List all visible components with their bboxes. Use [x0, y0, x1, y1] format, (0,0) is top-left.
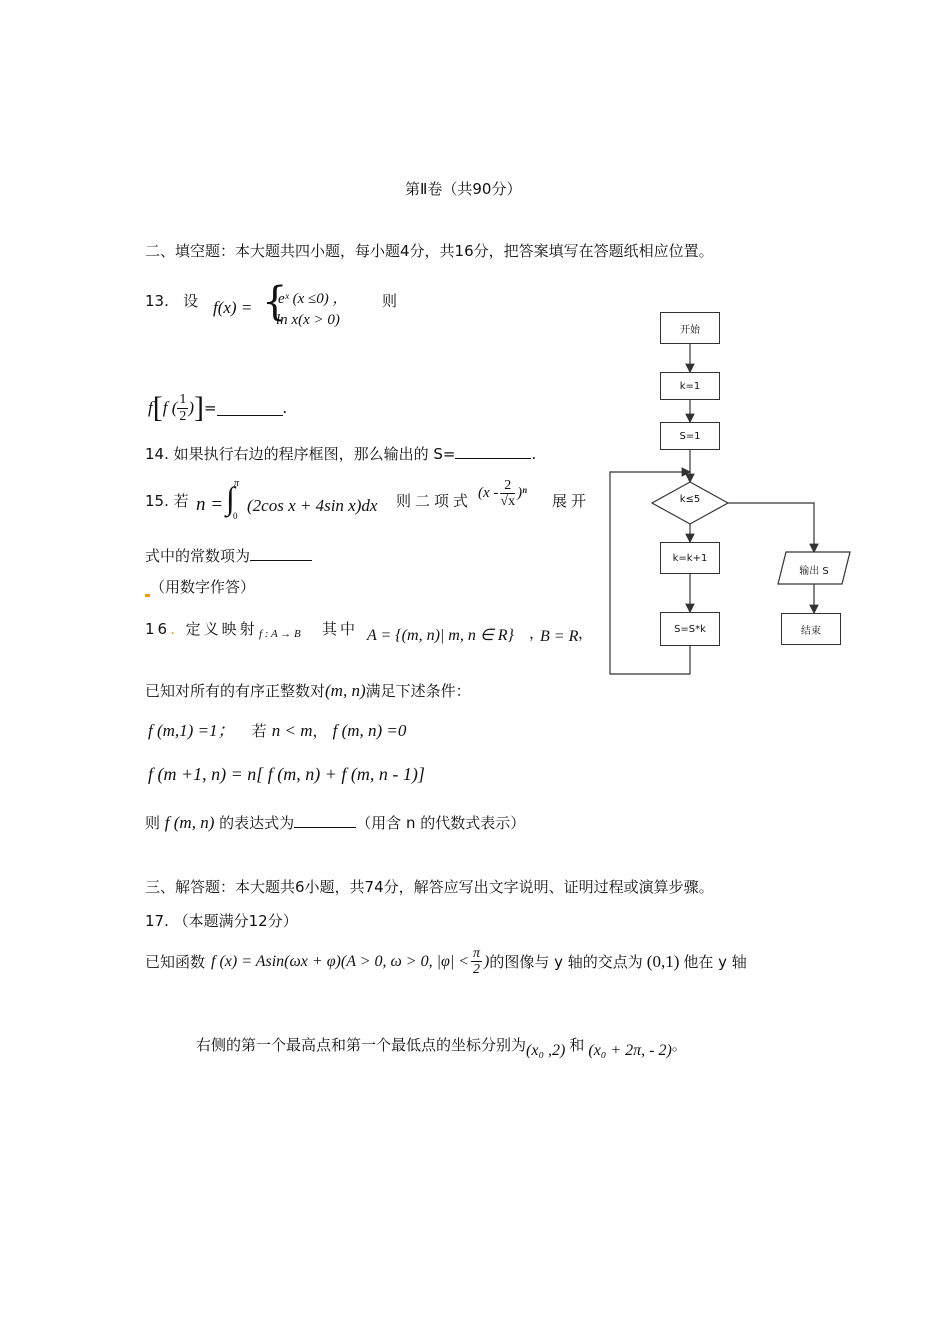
q13-answer-blank	[217, 401, 283, 416]
part3-heading: 三、解答题：本大题共6小题，共74分，解答应写出文字说明、证明过程或演算步骤。	[145, 878, 714, 896]
q13-case2: ln x(x > 0)	[276, 312, 340, 328]
q15-integrand: (2cos x + 4sin x)dx	[247, 496, 378, 515]
q16-line2: 已知对所有的有序正整数对(m, n)满足下述条件：	[145, 681, 471, 700]
q16-recurrence: f (m +1, n) = n[ f (m, n) + f (m, n - 1)]	[148, 764, 425, 784]
q13-fx: f(x) =	[213, 298, 253, 317]
q15-n: n =	[196, 494, 224, 515]
q16-line5: 则 f (m, n) 的表达式为 （用含 n 的代数式表示）	[145, 813, 526, 832]
flowchart-output: 输出 S	[799, 566, 829, 577]
q13-case1: eˣ (x ≤0) ，	[278, 291, 348, 307]
q16-tail: ，	[578, 624, 594, 642]
q14: 14. 如果执行右边的程序框图，那么输出的 S= .	[145, 445, 537, 463]
q15-lower: 0	[233, 511, 238, 521]
q16-sep: ，	[529, 624, 545, 642]
part2-heading: 二、填空题：本大题共四小题，每小题4分，共16分，把答案填写在答题纸相应位置。	[145, 242, 714, 260]
q16-map: f : A → B	[259, 628, 301, 640]
q13-expression: f [ f ( $\frac{1}{2}$ ) ] = .	[148, 391, 287, 424]
q16-answer-blank	[294, 813, 356, 828]
q15-line2: 式中的常数项为	[145, 545, 312, 566]
q17-line2: 右侧的第一个最高点和第一个最低点的坐标分别为 (x₀ ,2) 和 (x₀ + 2π, - 2) 。	[196, 1036, 687, 1059]
q14-answer-blank	[455, 444, 531, 459]
q17-line1: 已知函数 f (x) = Asin(ωx + φ)(A > 0, ω > 0, |φ| < $\frac{\pi}{2}$ ) 的图像与 y 轴的交点为 (0,1) 他在 y 轴	[145, 946, 747, 978]
flowchart-s-init: S=1	[660, 422, 720, 450]
q15-integral: ∫	[226, 480, 235, 516]
q13-then: 则	[382, 292, 398, 310]
q15-line3: （用数字作答）	[145, 576, 255, 597]
q15-number: 15. 若	[145, 492, 189, 510]
flowchart-s-update: S=S*k	[660, 612, 720, 646]
q16-setB: B = R	[540, 628, 579, 645]
q15-upper: π	[234, 478, 240, 489]
flowchart-k-increment: k=k+1	[660, 542, 720, 574]
q13-number: 13. 设	[145, 292, 199, 310]
flowchart-k-init: k=1	[660, 372, 720, 400]
q16-mid: 其中	[322, 620, 359, 638]
q15-binomial: (x - $\frac{2}{√x}$ )ⁿ	[478, 478, 527, 510]
q17-title: 17. （本题满分12分）	[145, 912, 298, 930]
q13-fraction: $\frac{1}{2}$	[179, 392, 187, 424]
q16-lead: 16. 定义映射	[145, 620, 258, 638]
flowchart-start: 开始	[660, 312, 720, 344]
q13-brace: {	[262, 279, 288, 325]
flowchart-condition: k≤5	[679, 494, 701, 505]
q16-setA: A = {(m, n)| m, n ∈ R}	[367, 627, 514, 644]
flowchart-end: 结束	[781, 613, 841, 645]
q16-conditions: f (m,1) =1； 若 n < m， f (m, n) =0	[148, 721, 407, 740]
q15-answer-blank	[250, 546, 312, 561]
q15-mid: 则二项式	[396, 492, 473, 510]
section-title: 第Ⅱ卷（共90分）	[405, 180, 522, 198]
q15-tail: 展开	[552, 492, 591, 510]
